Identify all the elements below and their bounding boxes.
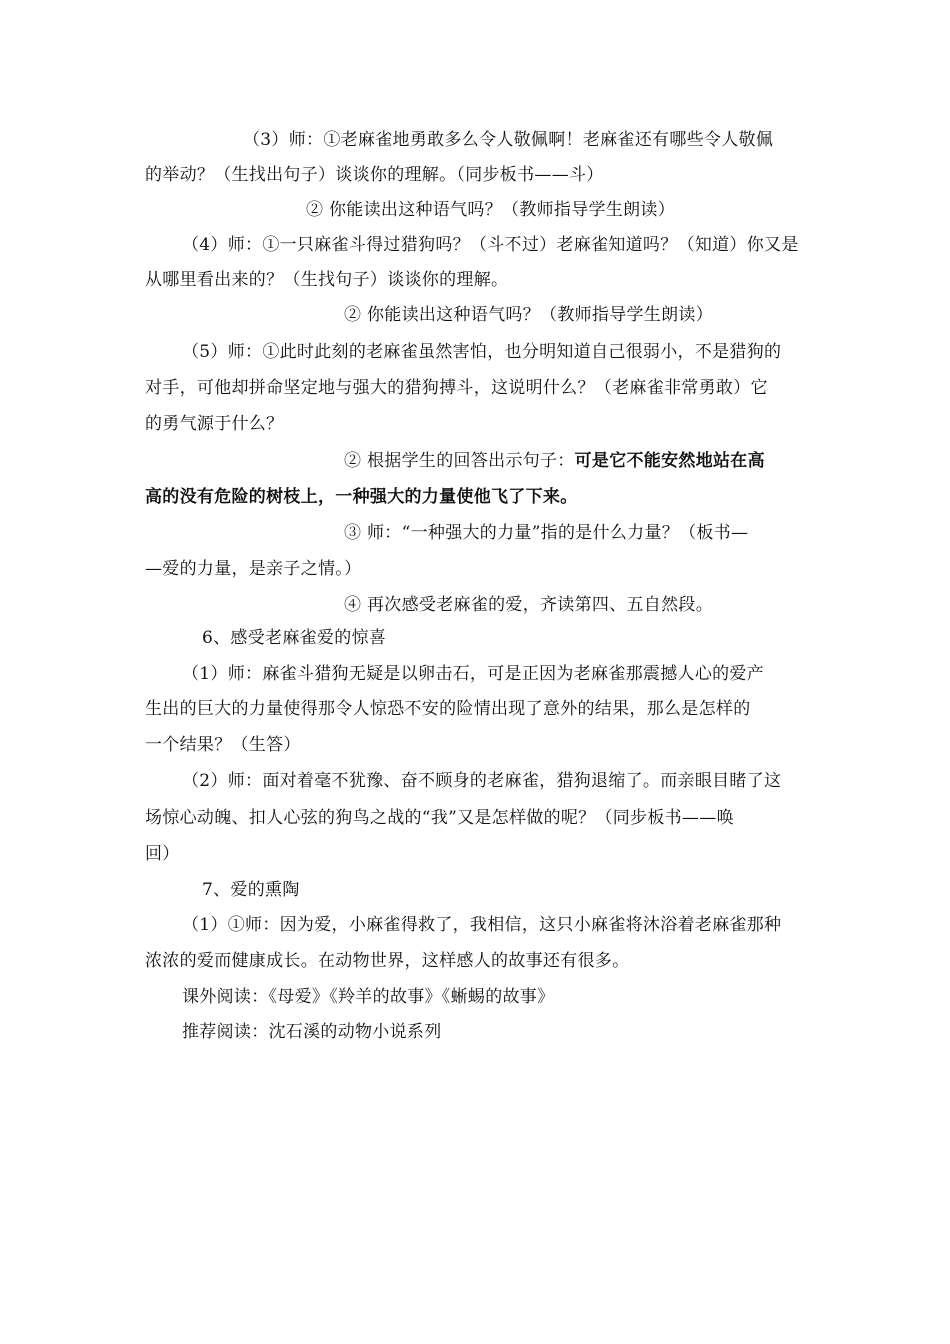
paragraph-line: —爱的力量，是亲子之情。） [145,559,362,579]
paragraph-line: 浓浓的爱而健康成长。在动物世界，这样感人的故事还有很多。 [145,951,630,971]
paragraph-line: 的举动？（生找出句子）谈谈你的理解。（同步板书——斗） [145,165,604,185]
paragraph-line: 对手，可他却拼命坚定地与强大的猎狗搏斗，这说明什么？（老麻雀非常勇敢）它 [145,378,768,398]
paragraph-line: （5）师：①此时此刻的老麻雀虽然害怕，也分明知道自己很弱小，不是猎狗的 [182,342,782,362]
highlighted-sentence: 可是它不能安然地站在高 [574,451,765,471]
paragraph-line [344,449,765,473]
highlighted-sentence: 高的没有危险的树枝上，一种强大的力量使他飞了下来。 [145,487,578,507]
paragraph-line: （1）师：麻雀斗猎狗无疑是以卵击石，可是正因为老麻雀那震撼人心的爱产 [182,664,765,684]
paragraph-line: ③ 师：“一种强大的力量”指的是什么力量？（板书— [344,523,749,543]
paragraph-line: （3）师：①老麻雀地勇敢多么令人敬佩啊！老麻雀还有哪些令人敬佩 [243,130,774,150]
paragraph-line: 的勇气源于什么？ [145,414,284,434]
paragraph-line: （2）师：面对着毫不犹豫、奋不顾身的老麻雀，猎狗退缩了。而亲眼目睹了这 [182,771,782,791]
paragraph-line: （1）①师：因为爱，小麻雀得救了，我相信，这只小麻雀将沐浴着老麻雀那种 [182,915,782,935]
section-heading: 7、爱的熏陶 [202,880,300,900]
paragraph-line: （4）师：①一只麻雀斗得过猎狗吗？（斗不过）老麻雀知道吗？（知道）你又是 [182,235,799,255]
paragraph-line: ④ 再次感受老麻雀的爱，齐读第四、五自然段。 [344,595,714,615]
paragraph-line: 回） [145,844,180,864]
paragraph-line: ② 你能读出这种语气吗？（教师指导学生朗读） [344,305,714,325]
paragraph-line: 一个结果？（生答） [145,735,301,755]
reading-list-line: 课外阅读：《母爱》《羚羊的故事》《蜥蜴的故事》 [182,987,555,1007]
paragraph-line: ② 你能读出这种语气吗？（教师指导学生朗读） [306,200,676,220]
paragraph-line: 场惊心动魄、扣人心弦的狗鸟之战的“我”又是怎样做的呢？（同步板书——唤 [145,808,734,828]
paragraph-line: 从哪里看出来的？（生找句子）谈谈你的理解。 [145,270,509,290]
reading-list-line: 推荐阅读：沈石溪的动物小说系列 [182,1022,442,1042]
line-text: ② 根据学生的回答出示句子： [344,451,575,471]
section-heading: 6、感受老麻雀爱的惊喜 [202,628,387,648]
paragraph-line: 生出的巨大的力量使得那令人惊恐不安的险情出现了意外的结果，那么是怎样的 [145,699,751,719]
